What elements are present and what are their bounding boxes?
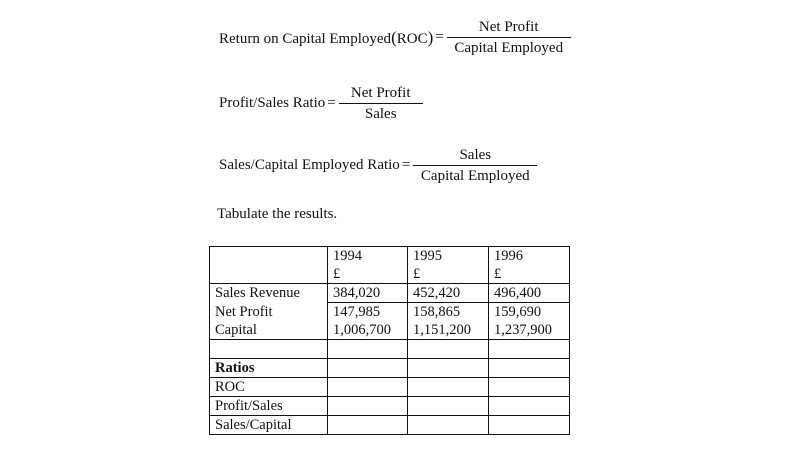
paren-close: ) [427, 27, 434, 47]
table-row [210, 397, 570, 416]
cell-value: 158,865 [408, 303, 489, 322]
empty-cell [328, 378, 408, 397]
empty-cell [408, 416, 489, 435]
formula-profit-sales [219, 83, 423, 124]
table-row [210, 321, 570, 340]
fraction-roc [447, 17, 571, 58]
empty-cell [489, 340, 570, 359]
numerator: Net Profit [350, 85, 411, 101]
instruction-text: Tabulate the results. [217, 206, 338, 222]
table-row-spacer [210, 340, 570, 359]
cell-value: 496,400 [489, 284, 570, 303]
ratio-label-roc: ROC [210, 378, 328, 397]
cell-value: 1,151,200 [408, 321, 489, 340]
fraction-sales-capital [413, 145, 537, 186]
cell-value: 147,985 [328, 303, 408, 322]
empty-cell [328, 340, 408, 359]
numerator: Net Profit [478, 19, 539, 35]
cell-value: 1,237,900 [489, 321, 570, 340]
header-year-1996 [489, 247, 570, 284]
empty-cell [328, 416, 408, 435]
header-year-1994 [328, 247, 408, 284]
table-header-row [210, 247, 570, 284]
cell-value: 159,690 [489, 303, 570, 322]
table-row [210, 303, 570, 322]
paren-open: ( [391, 27, 397, 47]
denominator: Capital Employed [420, 168, 530, 184]
formula-profit-sales-label: Profit/Sales Ratio [219, 95, 326, 111]
empty-cell [408, 359, 489, 378]
header-empty-cell [210, 247, 328, 284]
currency-label: £ [413, 266, 421, 282]
formula-roc [219, 17, 571, 58]
row-label-sales-revenue: Sales Revenue [210, 284, 328, 303]
formula-roc-label-text: Return on Capital Employed [219, 30, 392, 47]
equals-sign: = [327, 95, 336, 111]
fraction-profit-sales [339, 83, 423, 124]
denominator: Capital Employed [454, 40, 564, 56]
currency-label: £ [333, 266, 341, 282]
year-label: 1994 [333, 248, 362, 264]
formula-roc-abbr: ROC [396, 30, 428, 47]
table-row [210, 284, 570, 303]
empty-cell [489, 378, 570, 397]
empty-cell [489, 359, 570, 378]
cell-value: 384,020 [328, 284, 408, 303]
numerator: Sales [459, 147, 492, 163]
year-label: 1996 [494, 248, 523, 264]
ratio-label-sales-capital: Sales/Capital [210, 416, 328, 435]
currency-label: £ [494, 266, 502, 282]
formula-sales-capital-label: Sales/Capital Employed Ratio [219, 157, 400, 173]
empty-cell [408, 397, 489, 416]
equals-sign: = [401, 157, 411, 173]
empty-cell [210, 340, 328, 359]
table-row [210, 416, 570, 435]
cell-value: 452,420 [408, 284, 489, 303]
empty-cell [328, 359, 408, 378]
denominator: Sales [364, 106, 397, 122]
formula-roc-label [219, 28, 433, 48]
table-row [210, 359, 570, 378]
header-year-1995 [408, 247, 489, 284]
empty-cell [408, 340, 489, 359]
ratio-label-profit-sales: Profit/Sales [210, 397, 328, 416]
empty-cell [408, 378, 489, 397]
formula-sales-capital [219, 145, 537, 186]
equals-sign: = [435, 29, 444, 45]
empty-cell [328, 397, 408, 416]
ratios-heading: Ratios [210, 359, 328, 378]
year-label: 1995 [413, 248, 442, 264]
empty-cell [489, 397, 570, 416]
empty-cell [489, 416, 570, 435]
results-table [209, 246, 570, 435]
row-label-net-profit: Net Profit [210, 303, 328, 322]
row-label-capital: Capital [210, 321, 328, 340]
table-row [210, 378, 570, 397]
cell-value: 1,006,700 [328, 321, 408, 340]
